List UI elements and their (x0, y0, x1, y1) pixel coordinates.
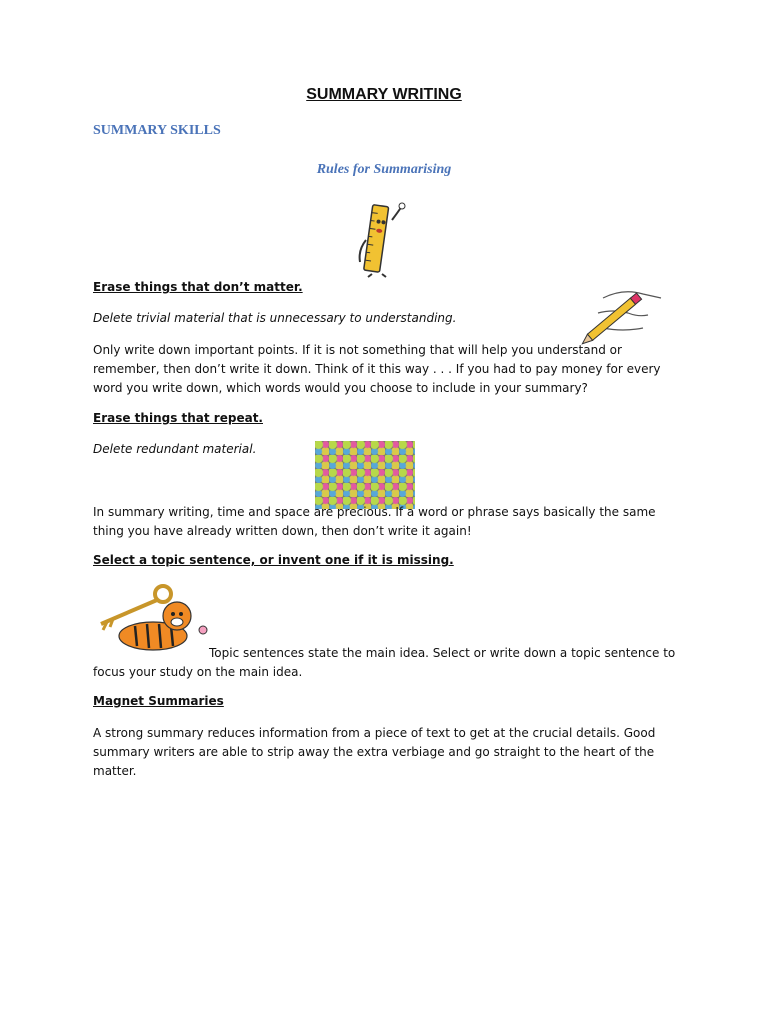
rule-body: Topic sentences state the main idea. Select or write down a topic sentence to focus your study on the main idea. (93, 646, 676, 679)
rule-heading: Magnet Summaries (93, 694, 224, 708)
pattern-clipart (315, 441, 415, 509)
rule-body: A strong summary reduces information from a piece of text to get at the crucial details. Good summary writers are able to strip away the extra verbiage and go straight to the heart of the matter. (93, 726, 656, 778)
rule-heading: Select a topic sentence, or invent one if it is missing. (93, 553, 454, 567)
rule-heading: Erase things that don’t matter. (93, 280, 303, 294)
section-heading: SUMMARY SKILLS (93, 123, 221, 138)
rule-body: Only write down important points. If it is not something that will help you understand or remember, then don’t write it down. Think of it this way . . . If you had to pay money for every word you write down, which words would you choose to include in your summary? (93, 343, 661, 395)
document-title: SUMMARY WRITING (306, 86, 462, 103)
rule-heading: Erase things that repeat. (93, 411, 263, 425)
subheading: Rules for Summarising (316, 162, 452, 177)
ruler-clipart (348, 200, 412, 278)
rule-italic: Delete redundant material. (93, 442, 257, 456)
pencil-hand-clipart (563, 278, 663, 348)
rule-body: In summary writing, time and space are precious. If a word or phrase says basically the same thing you have already written down, then don’t write it again! (93, 505, 656, 538)
rule-italic: Delete trivial material that is unnecessary to understanding. (93, 311, 457, 325)
